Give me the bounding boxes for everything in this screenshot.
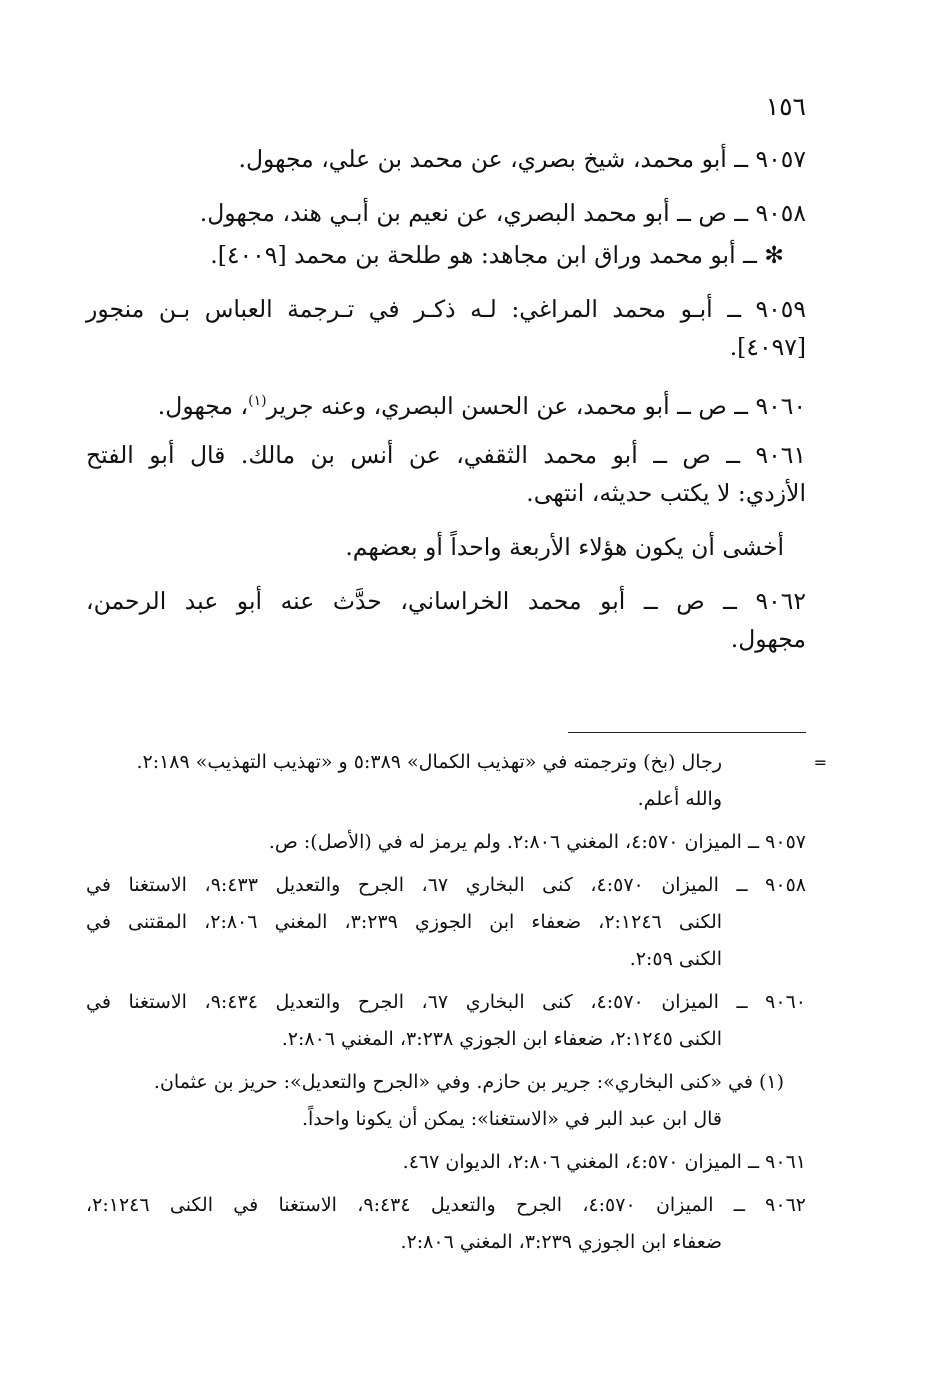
entry-9062 <box>86 582 806 658</box>
entry-9057 <box>86 140 806 178</box>
footnote-line: الكنى ٢:١٢٤٥، ضعفاء ابن الجوزي ٣:٢٣٨، المغني ٢:٨٠٦. <box>281 1028 722 1050</box>
entry-line: ٩٠٦١ ــ ص ــ أبو محمد الثقفي، عن أنس بن مالك. قال أبو الفتح <box>86 441 806 469</box>
entry-9061 <box>86 436 806 512</box>
footnote-line: (١) في «كنى البخاري»: جرير بن حازم. وفي «الجرح والتعديل»: حريز بن عثمان. <box>153 1071 784 1093</box>
entry-9060 <box>86 382 806 420</box>
footnote-continued <box>86 744 806 818</box>
footnote-line: رجال (بخ) وترجمته في «تهذيب الكمال» ٥:٣٨٩ و «تهذيب التهذيب» ٢:١٨٩. <box>136 751 722 773</box>
entry-line: ٩٠٦٢ ــ ص ــ أبو محمد الخراساني، حدَّث عنه أبو عبد الرحمن، <box>86 587 806 615</box>
footnote-9058 <box>86 867 806 978</box>
entry-line: ٩٠٥٩ ــ أبـو محمد المراغي: لـه ذكـر في تـرجمة العباس بـن منجور <box>86 295 806 323</box>
continuation-mark: = <box>813 753 827 772</box>
footnotes <box>86 744 806 1267</box>
page-number: ١٥٦ <box>765 92 806 121</box>
entry-line: ٩٠٥٧ ــ أبو محمد، شيخ بصري، عن محمد بن علي، مجهول. <box>238 145 806 173</box>
entry-9058 <box>86 194 806 232</box>
entry-cross-reference <box>86 236 806 274</box>
entry-line: الأزدي: لا يكتب حديثه، انتهى. <box>526 479 806 507</box>
entry-line: ٩٠٥٨ ــ ص ــ أبو محمد البصري، عن نعيم بن أبـي هند، مجهول. <box>199 199 806 227</box>
entry-line: مجهول. <box>730 625 806 653</box>
entry-remark <box>86 528 806 566</box>
entry-line: [٤٠٩٧]. <box>729 333 806 361</box>
footnote-line: ٩٠٥٧ ــ الميزان ٤:٥٧٠، المغني ٢:٨٠٦. ولم يرمز له في (الأصل): ص. <box>268 831 806 853</box>
footnote-9061 <box>86 1144 806 1181</box>
footnote-line: قال ابن عبد البر في «الاستغنا»: يمكن أن يكونا واحداً. <box>301 1108 722 1130</box>
footnote-1 <box>86 1064 806 1138</box>
footnote-line: ٩٠٥٨ ــ الميزان ٤:٥٧٠، كنى البخاري ٦٧، الجرح والتعديل ٩:٤٣٣، الاستغنا في <box>86 874 806 896</box>
footnote-9057 <box>86 824 806 861</box>
footnote-9062 <box>86 1187 806 1261</box>
footnote-line: ٩٠٦٠ ــ الميزان ٤:٥٧٠، كنى البخاري ٦٧، الجرح والتعديل ٩:٤٣٤، الاستغنا في <box>86 991 806 1013</box>
entry-line <box>86 382 806 420</box>
footnote-line: والله أعلم. <box>637 788 722 810</box>
entry-line: ✻ ــ أبو محمد وراق ابن مجاهد: هو طلحة بن محمد [٤٠٠٩]. <box>210 241 784 269</box>
footnote-line: الكنى ٢:٥٩. <box>629 948 722 970</box>
entry-9059 <box>86 290 806 366</box>
entry-text: ، مجهول. <box>157 391 249 420</box>
footnote-line: ٩٠٦١ ــ الميزان ٤:٥٧٠، المغني ٢:٨٠٦، الديوان ٤٦٧. <box>402 1151 806 1173</box>
footnote-9060 <box>86 984 806 1058</box>
footnote-line: الكنى ٢:١٢٤٦، ضعفاء ابن الجوزي ٣:٢٣٩، المغني ٢:٨٠٦، المقتنى في <box>86 911 723 933</box>
footnote-separator <box>568 732 806 733</box>
entry-line: أخشى أن يكون هؤلاء الأربعة واحداً أو بعضهم. <box>345 533 784 561</box>
footnote-marker: (١) <box>248 393 267 409</box>
footnote-line: ضعفاء ابن الجوزي ٣:٢٣٩، المغني ٢:٨٠٦. <box>400 1231 722 1253</box>
main-text <box>86 140 806 674</box>
entry-text: ٩٠٦٠ ــ ص ــ أبو محمد، عن الحسن البصري، وعنه جرير <box>266 391 806 420</box>
footnote-line: ٩٠٦٢ ــ الميزان ٤:٥٧٠، الجرح والتعديل ٩:٤٣٤، الاستغنا في الكنى ٢:١٢٤٦، <box>86 1194 806 1216</box>
